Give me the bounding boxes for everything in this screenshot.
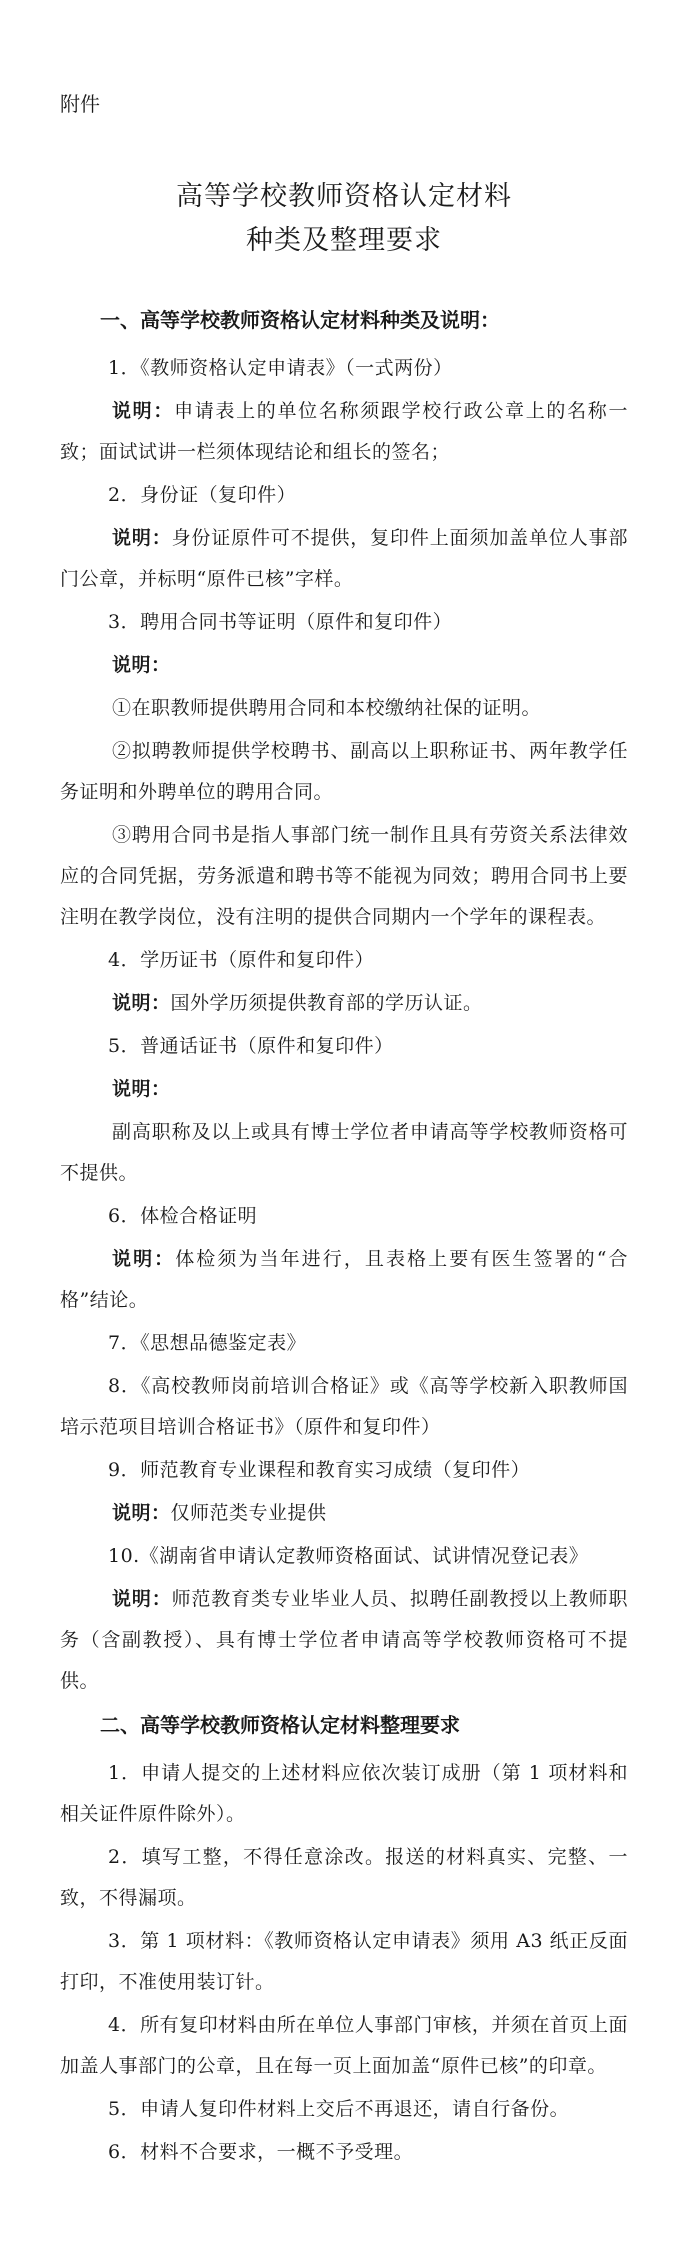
item-5-text: 副高职称及以上或具有博士学位者申请高等学校教师资格可不提供。	[60, 1121, 628, 1184]
item-6-note	[60, 1239, 628, 1321]
item-8: 8．《高校教师岗前培训合格证》或《高等学校新入职教师国培示范项目培训合格证书》（原件和复印件）	[60, 1375, 628, 1438]
item-3-point-a: ①在职教师提供聘用合同和本校缴纳社保的证明。	[112, 697, 542, 719]
title-line-1: 高等学校教师资格认定材料	[176, 181, 512, 212]
item-3: 3．聘用合同书等证明（原件和复印件）	[108, 611, 453, 633]
item-2: 2．身份证（复印件）	[108, 484, 297, 506]
explain-label: 说明：	[112, 1502, 171, 1524]
item-10-note-text: 师范教育类专业毕业人员、拟聘任副教授以上教师职务（含副教授）、具有博士学位者申请高等学校教师资格可不提供。	[60, 1588, 628, 1692]
item-4-note	[60, 983, 628, 1024]
item-6-note-text: 体检须为当年进行，且表格上要有医生签署的“合格”结论。	[60, 1248, 628, 1311]
item-5: 5．普通话证书（原件和复印件）	[108, 1035, 394, 1057]
explain-label: 说明：	[112, 654, 171, 676]
item-9-note	[60, 1493, 628, 1534]
item-3-point-c: ③聘用合同书是指人事部门统一制作且具有劳资关系法律效应的合同凭据，劳务派遣和聘书等不能视为同效；聘用合同书上要注明在教学岗位，没有注明的提供合同期内一个学年的课程表。	[60, 824, 628, 928]
title-line-2: 种类及整理要求	[246, 225, 442, 256]
item-5-explain	[60, 1069, 628, 1110]
item-4: 4．学历证书（原件和复印件）	[108, 949, 375, 971]
explain-label: 说明：	[112, 1588, 172, 1610]
item-9-note-text: 仅师范类专业提供	[170, 1502, 327, 1524]
item-7: 7．《思想品德鉴定表》	[108, 1332, 307, 1354]
item-3-point-b: ②拟聘教师提供学校聘书、副高以上职称证书、两年教学任务证明和外聘单位的聘用合同。	[60, 740, 628, 803]
item-2-note-text: 身份证原件可不提供，复印件上面须加盖单位人事部门公章，并标明“原件已核”字样。	[60, 527, 628, 590]
explain-label: 说明：	[112, 992, 171, 1014]
item-1: 1．《教师资格认定申请表》（一式两份）	[108, 357, 453, 379]
document-title	[60, 175, 628, 263]
attachment-label: 附件	[60, 92, 100, 116]
requirement-1: 1．申请人提交的上述材料应依次装订成册（第 1 项材料和相关证件原件除外）。	[60, 1762, 628, 1825]
requirement-3: 3．第 1 项材料：《教师资格认定申请表》须用 A3 纸正反面打印，不准使用装订针。	[60, 1930, 628, 1993]
explain-label: 说明：	[112, 1078, 171, 1100]
explain-label: 说明：	[112, 1248, 176, 1270]
requirement-4: 4．所有复印材料由所在单位人事部门审核，并须在首页上面加盖人事部门的公章，且在每一页上面加盖“原件已核”的印章。	[60, 2014, 628, 2077]
explain-label: 说明：	[112, 527, 172, 549]
requirement-6: 6．材料不合要求，一概不予受理。	[108, 2141, 414, 2163]
item-10: 10.《湖南省申请认定教师资格面试、试讲情况登记表》	[108, 1545, 589, 1567]
item-2-note	[60, 518, 628, 600]
requirement-5: 5．申请人复印件材料上交后不再退还，请自行备份。	[108, 2098, 570, 2120]
explain-label: 说明：	[112, 400, 175, 422]
item-3-explain	[60, 645, 628, 686]
section-1-heading: 一、高等学校教师资格认定材料种类及说明：	[100, 308, 500, 332]
item-10-note	[60, 1579, 628, 1702]
item-4-note-text: 国外学历须提供教育部的学历认证。	[170, 992, 483, 1014]
requirement-2: 2．填写工整，不得任意涂改。报送的材料真实、完整、一致，不得漏项。	[60, 1846, 628, 1909]
section-2-heading: 二、高等学校教师资格认定材料整理要求	[100, 1713, 460, 1737]
item-9: 9．师范教育专业课程和教育实习成绩（复印件）	[108, 1459, 531, 1481]
item-1-note-text: 申请表上的单位名称须跟学校行政公章上的名称一致；面试试讲一栏须体现结论和组长的签名；	[60, 400, 628, 463]
item-6: 6．体检合格证明	[108, 1205, 258, 1227]
item-1-note	[60, 391, 628, 473]
